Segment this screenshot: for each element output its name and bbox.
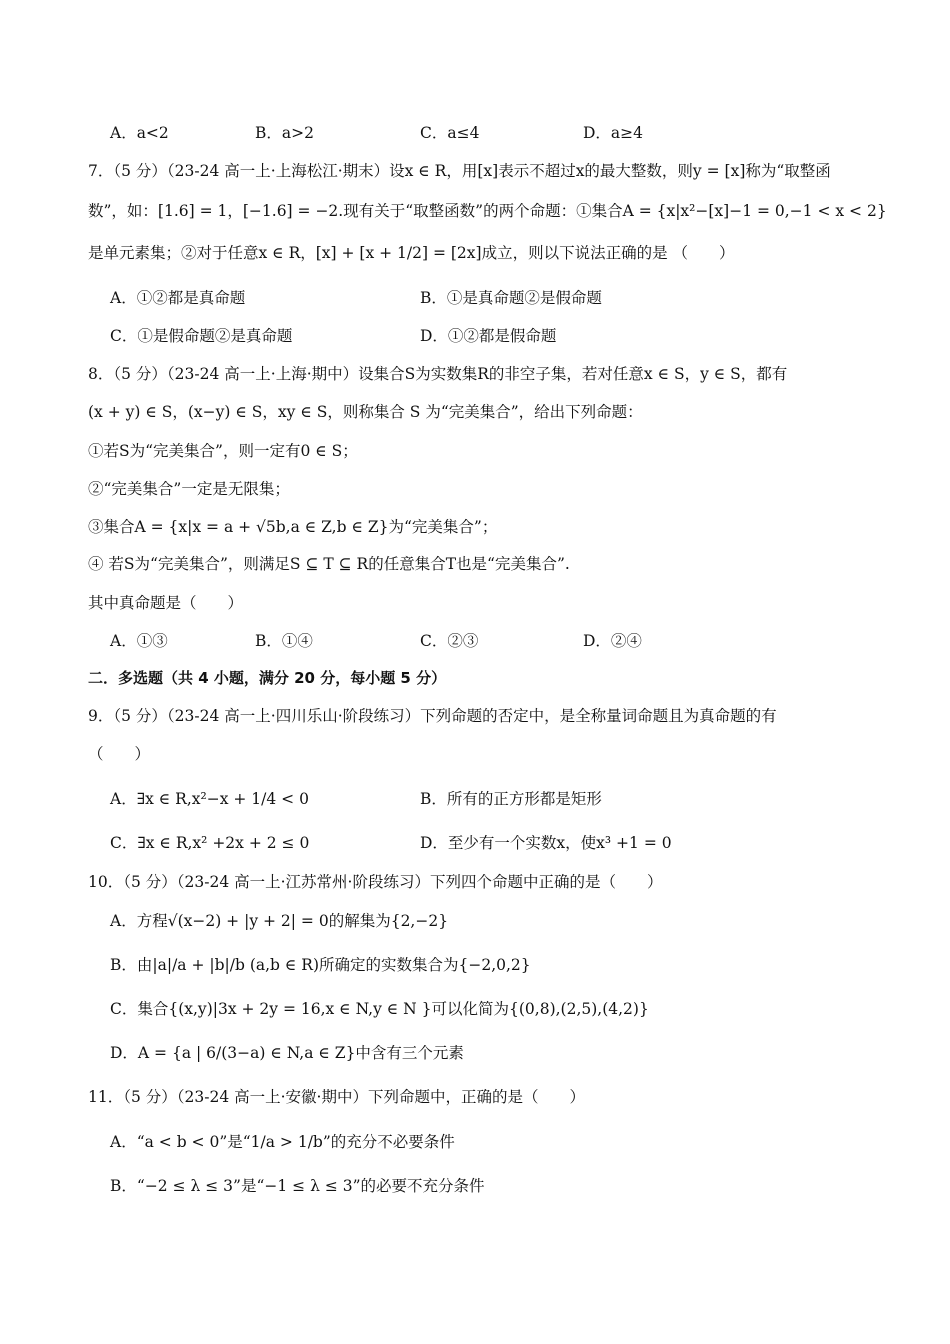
q7-option-b: B．①是真命题②是假命题 <box>420 289 602 307</box>
q10-stem: 10．（5 分）（23-24 高一上·江苏常州·阶段练习）下列四个命题中正确的是（ ） <box>88 873 663 891</box>
q8-option-a: A．①③ <box>110 632 168 650</box>
section-heading: 二．多选题（共 4 小题，满分 20 分，每小题 5 分） <box>88 669 447 687</box>
q6-option-a: A．a<2 <box>110 124 169 142</box>
q9-stem-line-1: 9．（5 分）（23-24 高一上·四川乐山·阶段练习）下列命题的否定中，是全称量词命题且为真命题的有 <box>88 707 777 725</box>
q8-stem-line-2: (x + y) ∈ S，(x−y) ∈ S，xy ∈ S，则称集合 S 为“完美集合”，给出下列命题： <box>88 403 643 421</box>
q8-statement-4: ④ 若S为“完美集合”，则满足S ⊆ T ⊆ R的任意集合T也是“完美集合”. <box>88 555 570 573</box>
q6-option-c: C．a≤4 <box>420 124 480 142</box>
q11-option-a: A．“a < b < 0”是“1/a > 1/b”的充分不必要条件 <box>110 1133 455 1151</box>
q11-option-b: B．“−2 ≤ λ ≤ 3”是“−1 ≤ λ ≤ 3”的必要不充分条件 <box>110 1177 485 1195</box>
q10-option-c: C．集合{(x,y)|3x + 2y = 16,x ∈ N,y ∈ N }可以化简为{(0,8),(2,5),(4,2)} <box>110 1000 649 1018</box>
q8-option-b: B．①④ <box>255 632 313 650</box>
q9-option-d: D．至少有一个实数x，使x³ +1 = 0 <box>420 834 672 852</box>
q7-option-d: D．①②都是假命题 <box>420 327 557 345</box>
q7-option-c: C．①是假命题②是真命题 <box>110 327 293 345</box>
q9-stem-line-2: （ ） <box>88 745 151 763</box>
q8-statement-2: ②“完美集合”一定是无限集； <box>88 480 290 498</box>
q8-statement-3: ③集合A = {x|x = a + √5b,a ∈ Z,b ∈ Z}为“完美集合”； <box>88 518 498 536</box>
q8-option-d: D．②④ <box>583 632 642 650</box>
q7-option-a: A．①②都是真命题 <box>110 289 246 307</box>
q10-option-b: B．由|a|/a + |b|/b (a,b ∈ R)所确定的实数集合为{−2,0,2} <box>110 956 531 974</box>
q6-option-b: B．a>2 <box>255 124 314 142</box>
q10-option-a: A．方程√(x−2) + |y + 2| = 0的解集为{2,−2} <box>110 912 449 930</box>
q8-stem-line-1: 8．（5 分）（23-24 高一上·上海·期中）设集合S为实数集R的非空子集，若对任意x ∈ S，y ∈ S，都有 <box>88 365 788 383</box>
q9-option-b: B．所有的正方形都是矩形 <box>420 790 602 808</box>
q9-option-a: A．∃x ∈ R,x²−x + 1/4 < 0 <box>110 790 309 808</box>
q7-stem-line-3: 是单元素集；②对于任意x ∈ R，[x] + [x + 1/2] = [2x]成立，则以下说法正确的是 （ ） <box>88 244 735 262</box>
q7-stem-line-2: 数”，如：[1.6] = 1，[−1.6] = −2.现有关于“取整函数”的两个命题：①集合A = {x|x²−[x]−1 = 0,−1 < x < 2} <box>88 202 887 220</box>
q9-option-c: C．∃x ∈ R,x² +2x + 2 ≤ 0 <box>110 834 310 852</box>
q8-statement-1: ①若S为“完美集合”，则一定有0 ∈ S； <box>88 442 358 460</box>
q6-option-d: D．a≥4 <box>583 124 644 142</box>
q11-stem: 11．（5 分）（23-24 高一上·安徽·期中）下列命题中，正确的是（ ） <box>88 1088 585 1106</box>
q8-question: 其中真命题是（ ） <box>88 594 244 612</box>
q7-stem-line-1: 7．（5 分）（23-24 高一上·上海松江·期末）设x ∈ R，用[x]表示不超过x的最大整数，则y = [x]称为“取整函 <box>88 162 831 180</box>
q10-option-d: D．A = {a | 6/(3−a) ∈ N,a ∈ Z}中含有三个元素 <box>110 1044 464 1062</box>
q8-option-c: C．②③ <box>420 632 479 650</box>
